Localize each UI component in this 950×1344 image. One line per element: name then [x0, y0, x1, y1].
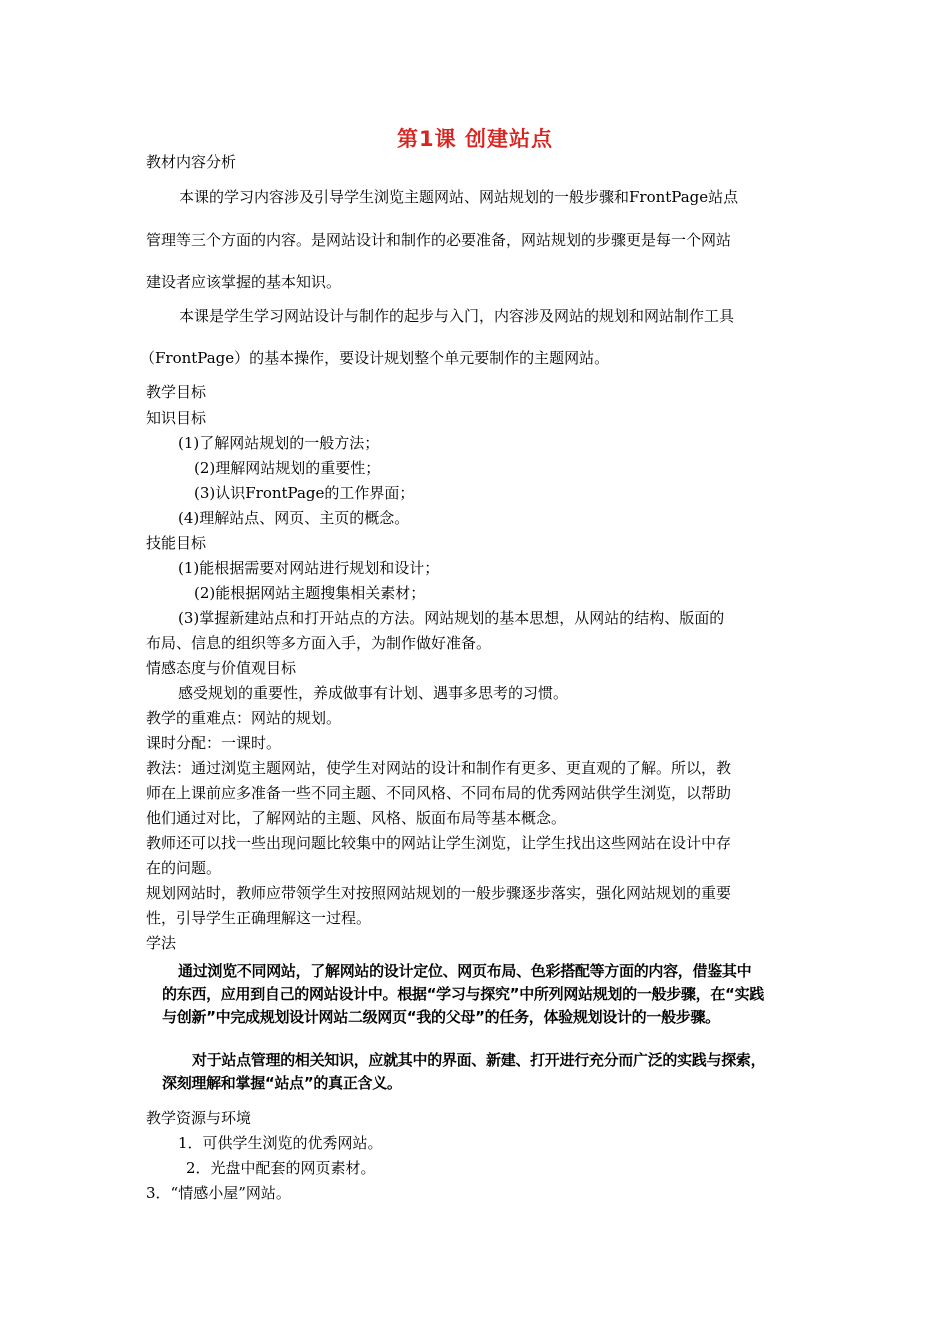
resource-item: 3．“情感小屋”网站。 [146, 1184, 291, 1202]
study-block1-line: 与创新”中完成规划设计网站二级网页“我的父母”的任务，体验规划设计的一般步骤。 [162, 1008, 720, 1026]
key-point: 教学的重难点：网站的规划。 [146, 709, 342, 727]
resource-item: 2．光盘中配套的网页素材。 [186, 1159, 376, 1177]
method-line: 师在上课前应多准备一些不同主题、不同风格、不同布局的优秀网站供学生浏览，以帮助 [146, 784, 732, 802]
subheading-emotion: 情感态度与价值观目标 [146, 659, 297, 677]
section-heading-goals: 教学目标 [146, 383, 207, 401]
analysis-p1-line: 建设者应该掌握的基本知识。 [146, 273, 342, 291]
skill-item: (1)能根据需要对网站进行规划和设计； [178, 559, 440, 577]
analysis-p1-line: 管理等三个方面的内容。是网站设计和制作的必要准备，网站规划的步骤更是每一个网站 [146, 231, 732, 249]
method-line: 规划网站时，教师应带领学生对按照网站规划的一般步骤逐步落实，强化网站规划的重要 [146, 884, 732, 902]
knowledge-item: (4)理解站点、网页、主页的概念。 [178, 509, 410, 527]
subheading-knowledge: 知识目标 [146, 409, 207, 427]
skill-item: (2)能根据网站主题搜集相关素材； [194, 584, 426, 602]
page-title: 第1课 创建站点 [397, 127, 553, 151]
study-block2-line: 深刻理解和掌握“站点”的真正含义。 [162, 1074, 402, 1092]
method-line: 教师还可以找一些出现问题比较集中的网站让学生浏览，让学生找出这些网站在设计中存 [146, 834, 732, 852]
method-line: 在的问题。 [146, 859, 222, 877]
method-line: 性，引导学生正确理解这一过程。 [146, 909, 372, 927]
subheading-skill: 技能目标 [146, 534, 207, 552]
skill-item: 布局、信息的组织等多方面入手，为制作做好准备。 [146, 634, 492, 652]
analysis-p2-line: 本课是学生学习网站设计与制作的起步与入门，内容涉及网站的规划和网站制作工具 [179, 307, 735, 325]
method-line: 他们通过对比，了解网站的主题、风格、版面布局等基本概念。 [146, 809, 567, 827]
class-hours: 课时分配：一课时。 [146, 734, 282, 752]
section-heading-resources: 教学资源与环境 [146, 1109, 252, 1127]
knowledge-item: (1)了解网站规划的一般方法； [178, 434, 380, 452]
method-line: 教法：通过浏览主题网站，使学生对网站的设计和制作有更多、更直观的了解。所以，教 [146, 759, 732, 777]
resource-item: 1．可供学生浏览的优秀网站。 [178, 1134, 383, 1152]
study-block1-line: 通过浏览不同网站，了解网站的设计定位、网页布局、色彩搭配等方面的内容，借鉴其中 [178, 962, 752, 980]
knowledge-item: (3)认识FrontPage的工作界面； [194, 484, 415, 502]
knowledge-item: (2)理解网站规划的重要性； [194, 459, 381, 477]
analysis-p1-line: 本课的学习内容涉及引导学生浏览主题网站、网站规划的一般步骤和FrontPage站点 [179, 188, 739, 206]
section-heading-analysis: 教材内容分析 [146, 153, 237, 171]
study-block2-line: 对于站点管理的相关知识，应就其中的界面、新建、打开进行充分而广泛的实践与探索， [192, 1051, 766, 1069]
section-heading-study: 学法 [146, 934, 177, 952]
study-block1-line: 的东西，应用到自己的网站设计中。根据“学习与探究”中所列网站规划的一般步骤，在“实践 [162, 985, 764, 1003]
skill-item: (3)掌握新建站点和打开站点的方法。网站规划的基本思想，从网站的结构、版面的 [178, 609, 725, 627]
analysis-p2-line: （FrontPage）的基本操作，要设计规划整个单元要制作的主题网站。 [140, 349, 610, 367]
emotion-text: 感受规划的重要性，养成做事有计划、遇事多思考的习惯。 [178, 684, 569, 702]
